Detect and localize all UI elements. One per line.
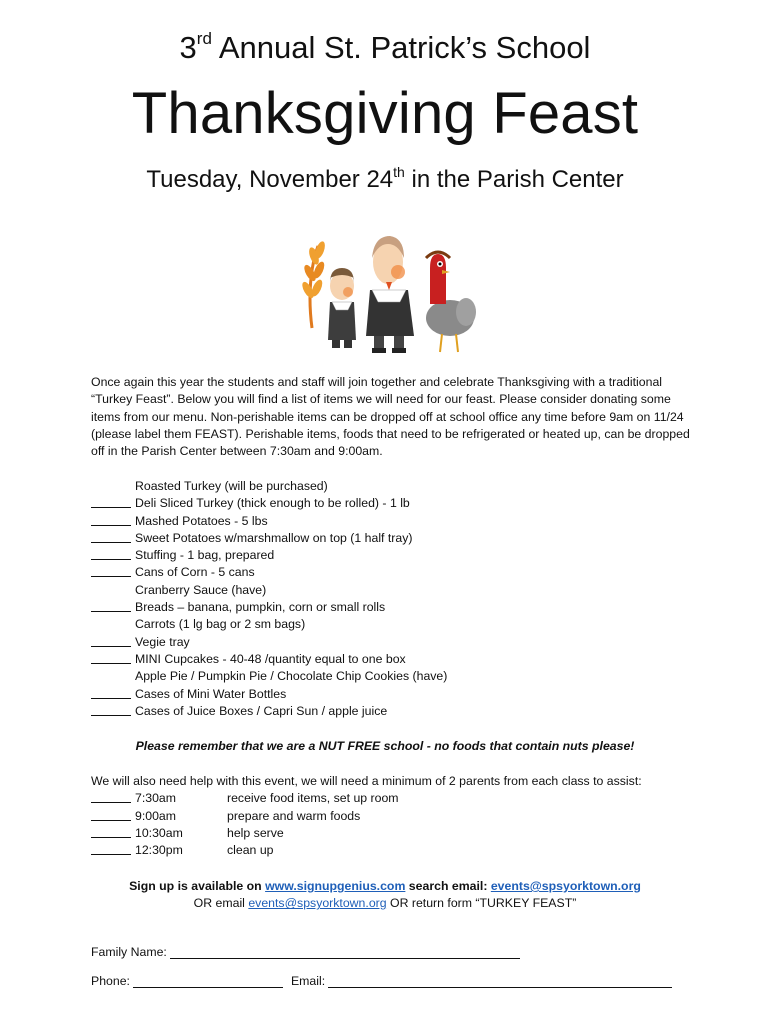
shift-task: prepare and warm foods: [227, 808, 361, 823]
menu-item: [91, 616, 691, 633]
menu-item: [91, 703, 691, 720]
location-text: in the Parish Center: [404, 166, 624, 193]
search-email-text: search email:: [405, 879, 491, 893]
menu-item-text: Deli Sliced Turkey (thick enough to be rolled) - 1 lb: [135, 496, 410, 511]
signup-blank[interactable]: [91, 686, 131, 699]
contact-email-link[interactable]: events@spsyorktown.org: [248, 896, 387, 911]
signup-info: [0, 878, 770, 913]
menu-item-text: MINI Cupcakes - 40-48 /quantity equal to one box: [135, 651, 406, 666]
menu-item: [91, 651, 691, 668]
volunteer-intro: We will also need help with this event, we will need a minimum of 2 parents from each class to assist:: [91, 774, 642, 788]
menu-item: [91, 668, 691, 685]
signup-blank[interactable]: [91, 495, 131, 508]
menu-item-text: Stuffing - 1 bag, prepared: [135, 548, 275, 563]
menu-item-text: Cases of Juice Boxes / Capri Sun / apple juice: [135, 703, 388, 718]
intro-paragraph: Once again this year the students and staff will join together and celebrate Thanksgiving with a traditional “Turkey Feast”. Below you will find a list of items we will need for our feast. Please consider donating some items from our menu. Non-perishable items can be dropped off at school office any time before 9am on 11/24 (please label them FEAST). Perishable items, foods that need to be refrigerated or heated up, can be dropped off in the Parish Center between 7:30am and 9:00am.: [91, 375, 690, 459]
volunteer-section: [91, 773, 691, 859]
response-form: [91, 930, 672, 988]
signup-blank[interactable]: [91, 790, 131, 803]
menu-item-text: Cranberry Sauce (have): [135, 582, 267, 597]
search-email-link[interactable]: events@spsyorktown.org: [490, 879, 641, 893]
ordinal-number: 3: [179, 30, 197, 65]
shift-time: 9:00am: [135, 808, 177, 823]
turkey-icon: [426, 252, 476, 352]
signup-blank[interactable]: [91, 651, 131, 664]
menu-item: [91, 495, 691, 512]
or-email-text: OR email: [193, 896, 249, 911]
menu-item-text: Cases of Mini Water Bottles: [135, 686, 287, 701]
nut-free-notice: Please remember that we are a NUT FREE school - no foods that contain nuts please!: [135, 739, 635, 753]
shift-task: receive food items, set up room: [227, 791, 399, 806]
menu-item: [91, 513, 691, 530]
shift-time: 12:30pm: [135, 843, 183, 858]
menu-item: [91, 530, 691, 547]
contact-row: [91, 959, 672, 988]
menu-item-text: Breads – banana, pumpkin, corn or small rolls: [135, 600, 386, 615]
signupgenius-link[interactable]: www.signupgenius.com: [265, 879, 406, 893]
volunteer-shift: [91, 808, 691, 825]
menu-item-text: Apple Pie / Pumpkin Pie / Chocolate Chip Cookies (have): [135, 669, 448, 684]
signup-blank[interactable]: [91, 808, 131, 821]
signup-blank[interactable]: [91, 703, 131, 716]
signup-blank[interactable]: [91, 634, 131, 647]
event-title: Thanksgiving Feast: [131, 81, 639, 146]
signup-blank[interactable]: [91, 825, 131, 838]
alternate-signup-line: [0, 895, 770, 912]
menu-item-list: [91, 478, 691, 720]
shift-task: help serve: [227, 825, 284, 840]
shift-task: clean up: [227, 843, 274, 858]
family-name-label: Family Name:: [91, 945, 167, 959]
ordinal-suffix: rd: [196, 29, 212, 48]
date-text: Tuesday, November 24: [146, 166, 394, 193]
menu-item: [91, 634, 691, 651]
menu-item: [91, 582, 691, 599]
signup-blank[interactable]: [91, 530, 131, 543]
child-pilgrim-icon: [328, 268, 356, 348]
no-blank-spacer: [91, 478, 135, 495]
email-field[interactable]: [328, 975, 672, 988]
event-subtitle: [0, 30, 770, 66]
date-suffix: th: [393, 164, 405, 180]
return-form-text: OR return form “TURKEY FEAST”: [386, 896, 577, 911]
menu-item-text: Mashed Potatoes - 5 lbs: [135, 513, 268, 528]
menu-item: [91, 599, 691, 616]
signup-blank[interactable]: [91, 547, 131, 560]
no-blank-spacer: [91, 582, 135, 599]
no-blank-spacer: [91, 668, 135, 685]
signup-blank[interactable]: [91, 599, 131, 612]
menu-item: [91, 547, 691, 564]
pilgrims-turkey-illustration: [290, 228, 480, 358]
signup-blank[interactable]: [91, 513, 131, 526]
signup-line: [0, 878, 770, 895]
menu-item-text: Sweet Potatoes w/marshmallow on top (1 half tray): [135, 530, 413, 545]
signup-blank[interactable]: [91, 564, 131, 577]
menu-item-text: Roasted Turkey (will be purchased): [135, 479, 328, 493]
wheat-icon: [300, 240, 327, 328]
no-blank-spacer: [91, 616, 135, 633]
menu-item: [91, 564, 691, 581]
family-name-field[interactable]: [170, 946, 520, 959]
signup-text: Sign up is available on: [129, 879, 266, 893]
phone-label: Phone:: [91, 974, 130, 988]
shift-time: 10:30am: [135, 825, 183, 840]
family-name-row: [91, 930, 672, 959]
event-date: [0, 166, 770, 194]
phone-field[interactable]: [133, 975, 283, 988]
shift-time: 7:30am: [135, 791, 177, 806]
menu-item-text: Cans of Corn - 5 cans: [135, 565, 255, 580]
menu-item-text: Carrots (1 lg bag or 2 sm bags): [135, 617, 306, 632]
volunteer-shift: [91, 842, 691, 859]
menu-item: [91, 686, 691, 703]
volunteer-shift: [91, 790, 691, 807]
email-label: Email:: [290, 974, 326, 988]
school-name: Annual St. Patrick’s School: [211, 30, 591, 65]
signup-blank[interactable]: [91, 842, 131, 855]
volunteer-shift: [91, 825, 691, 842]
menu-item: [91, 478, 691, 495]
volunteer-shift-list: [91, 790, 691, 859]
menu-item-text: Vegie tray: [135, 634, 190, 649]
adult-pilgrim-icon: [366, 236, 414, 353]
